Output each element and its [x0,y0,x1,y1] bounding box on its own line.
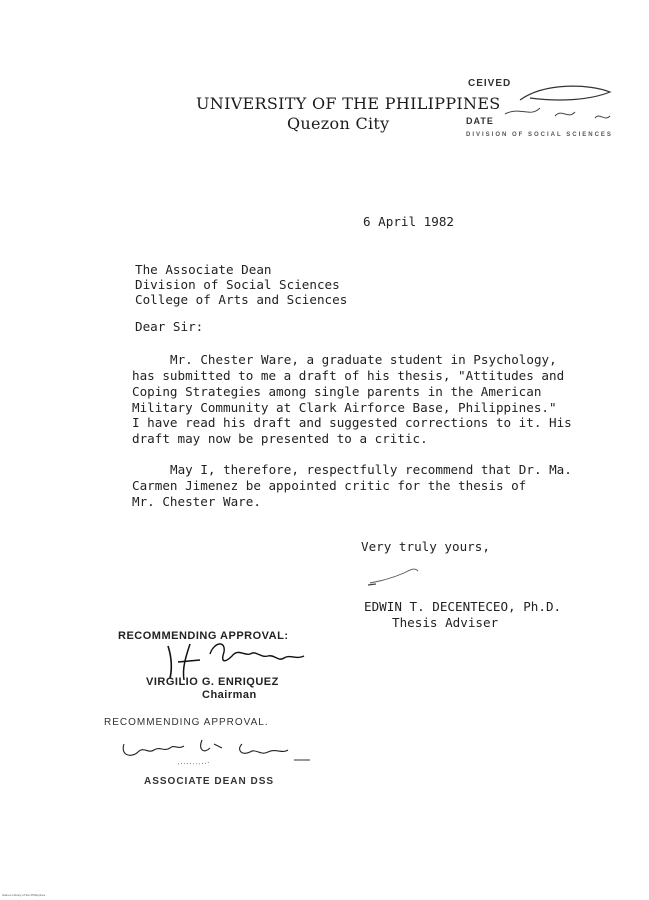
paragraph1-line: Military Community at Clark Airforce Base, Philippines." [132,400,557,415]
paragraph1-line: Mr. Chester Ware, a graduate student in Psychology, [170,352,557,367]
letter-date: 6 April 1982 [363,214,454,229]
paragraph2-line: Carmen Jimenez be appointed critic for the thesis of [132,478,527,493]
recipient-line3: College of Arts and Sciences [135,292,348,307]
received-stamp-date-label: DATE [466,116,494,126]
received-stamp-division: DIVISION OF SOCIAL SCIENCES [466,132,613,138]
signatory-name: EDWIN T. DECENTECEO, Ph.D. [364,599,562,614]
paragraph1-line: draft may now be presented to a critic. [132,431,428,446]
approval1-name: VIRGILIO G. ENRIQUEZ [146,676,279,688]
university-city: Quezon City [287,114,390,133]
approval2-title: ASSOCIATE DEAN DSS [144,776,275,787]
closing: Very truly yours, [361,539,490,554]
university-name: UNIVERSITY OF THE PHILIPPINES [196,94,501,113]
approval1-heading: RECOMMENDING APPROVAL: [118,630,289,642]
recipient-line1: The Associate Dean [135,262,272,277]
adviser-signature-icon [366,565,436,590]
approval1-title: Chairman [202,689,257,701]
signatory-title: Thesis Adviser [392,615,499,630]
paragraph2-line: May I, therefore, respectfully recommend that Dr. Ma. [170,462,572,477]
footer-archive-note: Ateneo Library of the Philippines [2,893,46,897]
received-stamp-line1: CEIVED [468,78,512,89]
recipient-line2: Division of Social Sciences [135,277,340,292]
paragraph1-line: has submitted to me a draft of his thesis, "Attitudes and [132,368,565,383]
paragraph1-line: I have read his draft and suggested corrections to it. His [132,415,572,430]
paragraph1-line: Coping Strategies among single parents in the American [132,384,542,399]
approval2-heading: RECOMMENDING APPROVAL. [104,717,269,728]
salutation: Dear Sir: [135,319,204,334]
paragraph2-line: Mr. Chester Ware. [132,494,261,509]
stamp-scribble-icon [500,78,620,138]
associate-dean-signature-icon [118,730,318,774]
